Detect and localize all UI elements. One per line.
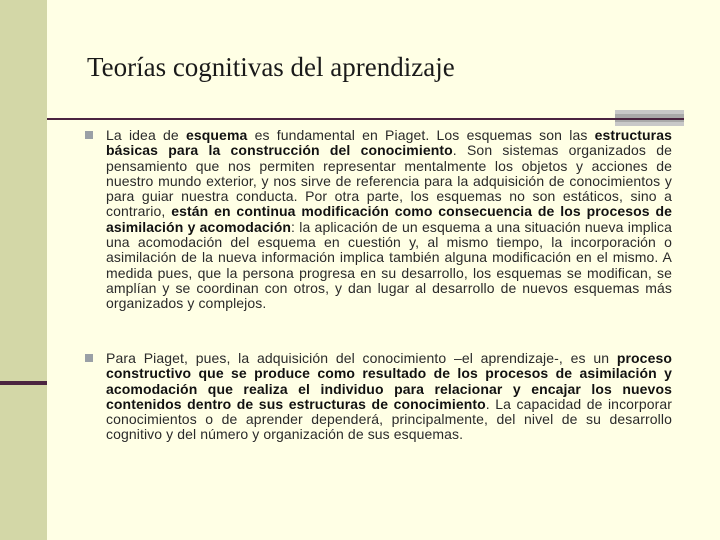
bold-text-run: esquema [185, 127, 248, 143]
bold-text-run: están en continua modificación como consecuencia de los procesos de asimilación y acomodación [106, 203, 672, 235]
text-run: . La capacidad de incorporar conocimientos o de aprender dependerá, principalmente, del nivel de su desarrollo cognitivo y del número y organización de sus esquemas. [106, 395, 672, 443]
bullet-marker-1 [85, 131, 93, 139]
bullet-marker-2 [85, 354, 93, 362]
title-rule [47, 118, 684, 120]
text-run: es fundamental en Piaget. Los esquemas son las [247, 127, 595, 143]
bold-text-run: proceso constructivo que se produce como resultado de los procesos de asimilación y acomodación que realiza el individuo para relacionar y encajar los nuevos contenidos dentro de sus estructuras de conocimiento [106, 350, 672, 412]
left-accent-line [0, 381, 47, 385]
text-run: Para Piaget, pues, la adquisición del conocimiento –el aprendizaje-, es un [106, 350, 617, 366]
bullet-paragraph-2 [106, 351, 672, 443]
left-decorative-bar [0, 0, 47, 540]
bold-text-run: estructuras básicas para la construcción del conocimiento [106, 127, 672, 159]
bullet-paragraph-1 [106, 128, 672, 312]
slide-title: Teorías cognitivas del aprendizaje [87, 52, 455, 82]
text-run: . Son sistemas organizados de pensamiento que nos permiten representar mentalmente los objetos y acciones de nuestro mundo exterior, y nos sirve de referencia para la adquisición de conocimientos y para guiar nuestra conducta. Por otra parte, los esquemas no son estáticos, sino a contrario, [106, 142, 672, 220]
text-run: : la aplicación de un esquema a una situación nueva implica una acomodación del esquema en cuestión y, al mismo tiempo, la incorporación o asimilación de la nueva información implica también alguna modificación en el mismo. A medida pues, que la persona progresa en su desarrollo, los esquemas se modifican, se amplían y se coordinan con otros, y dan lugar al desarrollo de nuevos esquemas más organizados y complejos. [106, 218, 673, 312]
text-run: La idea de [106, 127, 186, 143]
